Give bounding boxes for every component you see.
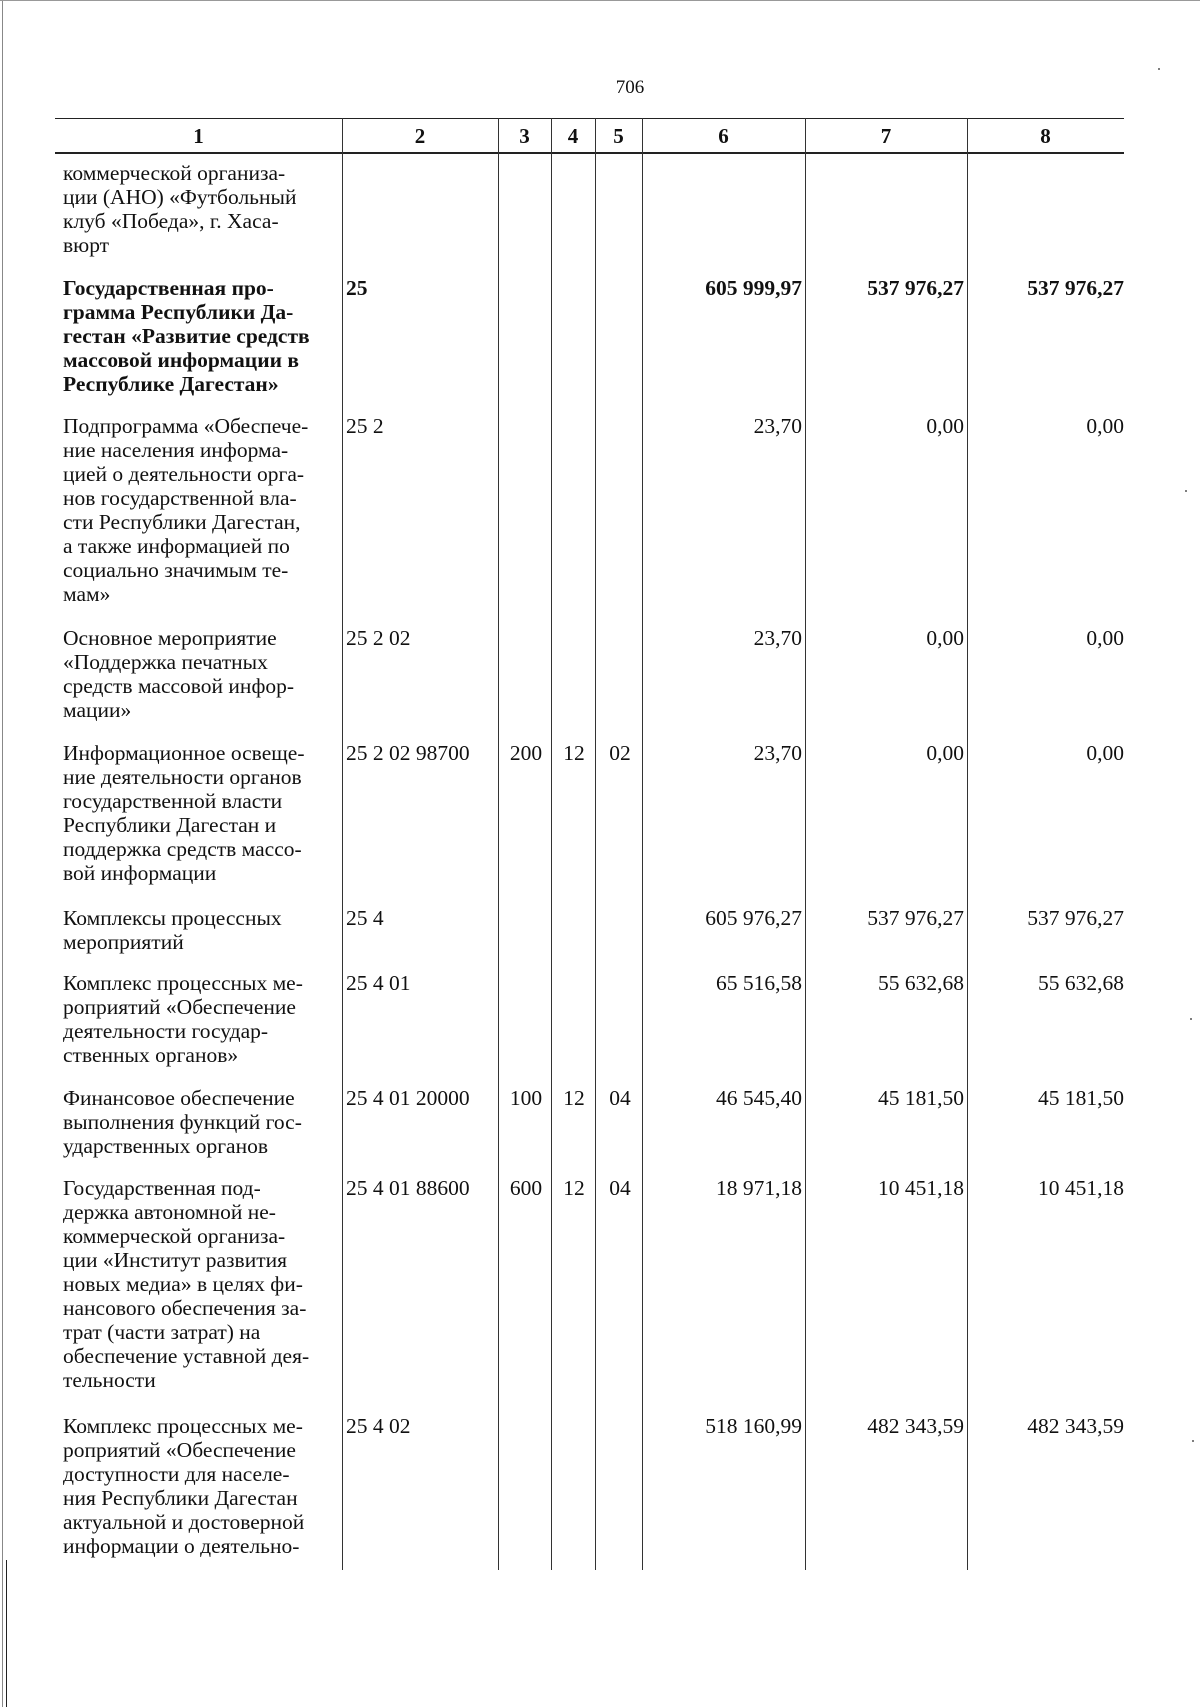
column-header-6: 6 — [718, 124, 729, 148]
column-rule — [498, 118, 499, 1570]
row-value-8: 0,00 — [1086, 626, 1124, 650]
scan-speck — [1190, 1018, 1192, 1020]
row-code: 25 4 — [346, 906, 384, 930]
row-name: Государственная под- держка автономной не- коммерческой организа- ции «Институт развития новых медиа» в целях фи- нансового обеспечения за- трат (части затрат) на обеспечение уставной дея- тельности — [63, 1176, 310, 1392]
row-value-7: 537 976,27 — [867, 276, 964, 300]
column-rule — [805, 118, 806, 1570]
row-value-7: 10 451,18 — [878, 1176, 964, 1200]
row-name: Подпрограмма «Обеспече- ние населения информа- цией о деятельности орга- нов государственной вла- сти Республики Дагестан, а также информацией по социально значимым те- мам» — [63, 414, 309, 606]
table-top-rule — [55, 118, 1124, 119]
row-value-8: 45 181,50 — [1038, 1086, 1124, 1110]
column-header-2: 2 — [414, 124, 426, 148]
row-value-8: 0,00 — [1086, 741, 1124, 765]
column-header-3: 3 — [519, 124, 530, 148]
column-header-1: 1 — [193, 124, 204, 148]
row-value-6: 23,70 — [753, 414, 802, 438]
row-code: 25 4 01 20000 — [346, 1086, 470, 1110]
row-value-7: 0,00 — [926, 414, 964, 438]
row-col-5: 02 — [609, 741, 631, 765]
row-value-6: 518 160,99 — [705, 1414, 802, 1438]
row-code: 25 4 01 — [346, 971, 411, 995]
row-name: Комплекс процессных ме- роприятий «Обеспечение доступности для населе- ния Республики Дагестан актуальной и достоверной информации о деятельно- — [63, 1414, 305, 1558]
row-col-4: 12 — [563, 1176, 585, 1200]
row-col-3: 600 — [509, 1176, 543, 1200]
row-col-3: 100 — [509, 1086, 543, 1110]
column-rule — [642, 118, 643, 1570]
row-code: 25 4 01 88600 — [346, 1176, 470, 1200]
row-value-8: 10 451,18 — [1038, 1176, 1124, 1200]
column-header-5: 5 — [613, 124, 624, 148]
column-header-4: 4 — [567, 124, 579, 148]
column-rule — [551, 118, 552, 1570]
row-value-6: 605 976,27 — [705, 906, 802, 930]
column-rule — [967, 118, 968, 1570]
row-col-3: 200 — [509, 741, 543, 765]
row-value-6: 65 516,58 — [716, 971, 802, 995]
row-name: Комплекс процессных ме- роприятий «Обеспечение деятельности государ- ственных органов» — [63, 971, 303, 1067]
column-rule — [595, 118, 596, 1570]
row-value-7: 55 632,68 — [878, 971, 964, 995]
row-value-6: 23,70 — [753, 626, 802, 650]
row-value-6: 46 545,40 — [716, 1086, 802, 1110]
row-name: Финансовое обеспечение выполнения функций гос- ударственных органов — [63, 1086, 302, 1158]
scan-edge-line — [0, 0, 1200, 1]
row-name: Основное мероприятие «Поддержка печатных средств массовой инфор- мации» — [63, 626, 295, 722]
row-code: 25 2 02 — [346, 626, 411, 650]
row-col-4: 12 — [563, 1086, 585, 1110]
row-value-8: 0,00 — [1086, 414, 1124, 438]
row-name: Комплексы процессных мероприятий — [63, 906, 282, 954]
row-col-4: 12 — [563, 741, 585, 765]
row-name: коммерческой организа- ции (АНО) «Футбольный клуб «Победа», г. Хаса- вюрт — [63, 161, 297, 257]
row-code: 25 — [346, 276, 368, 300]
row-code: 25 2 02 98700 — [346, 741, 470, 765]
row-value-8: 537 976,27 — [1027, 906, 1124, 930]
row-value-6: 23,70 — [753, 741, 802, 765]
scan-edge-line — [6, 1560, 7, 1707]
row-value-8: 55 632,68 — [1038, 971, 1124, 995]
row-code: 25 2 — [346, 414, 384, 438]
row-value-7: 0,00 — [926, 626, 964, 650]
row-col-5: 04 — [609, 1086, 631, 1110]
row-value-8: 482 343,59 — [1027, 1414, 1124, 1438]
row-value-7: 537 976,27 — [867, 906, 964, 930]
scan-edge-line — [2, 0, 3, 1707]
column-header-8: 8 — [1040, 124, 1051, 148]
scan-speck — [1192, 1440, 1194, 1442]
scan-speck — [1158, 68, 1160, 70]
row-value-7: 0,00 — [926, 741, 964, 765]
column-header-7: 7 — [880, 124, 892, 148]
row-name: Государственная про- грамма Республики Да- гестан «Развитие средств массовой информации в Республике Дагестан» — [63, 276, 310, 396]
row-name: Информационное освеще- ние деятельности органов государственной власти Республики Дагестан и поддержка средств массо- вой информации — [63, 741, 305, 885]
row-code: 25 4 02 — [346, 1414, 411, 1438]
row-value-8: 537 976,27 — [1027, 276, 1124, 300]
row-col-5: 04 — [609, 1176, 631, 1200]
header-bottom-rule — [55, 152, 1124, 154]
scan-speck — [1185, 490, 1187, 492]
page-number: 706 — [615, 77, 645, 98]
row-value-7: 482 343,59 — [867, 1414, 964, 1438]
row-value-6: 605 999,97 — [705, 276, 802, 300]
row-value-7: 45 181,50 — [878, 1086, 964, 1110]
row-value-6: 18 971,18 — [716, 1176, 802, 1200]
